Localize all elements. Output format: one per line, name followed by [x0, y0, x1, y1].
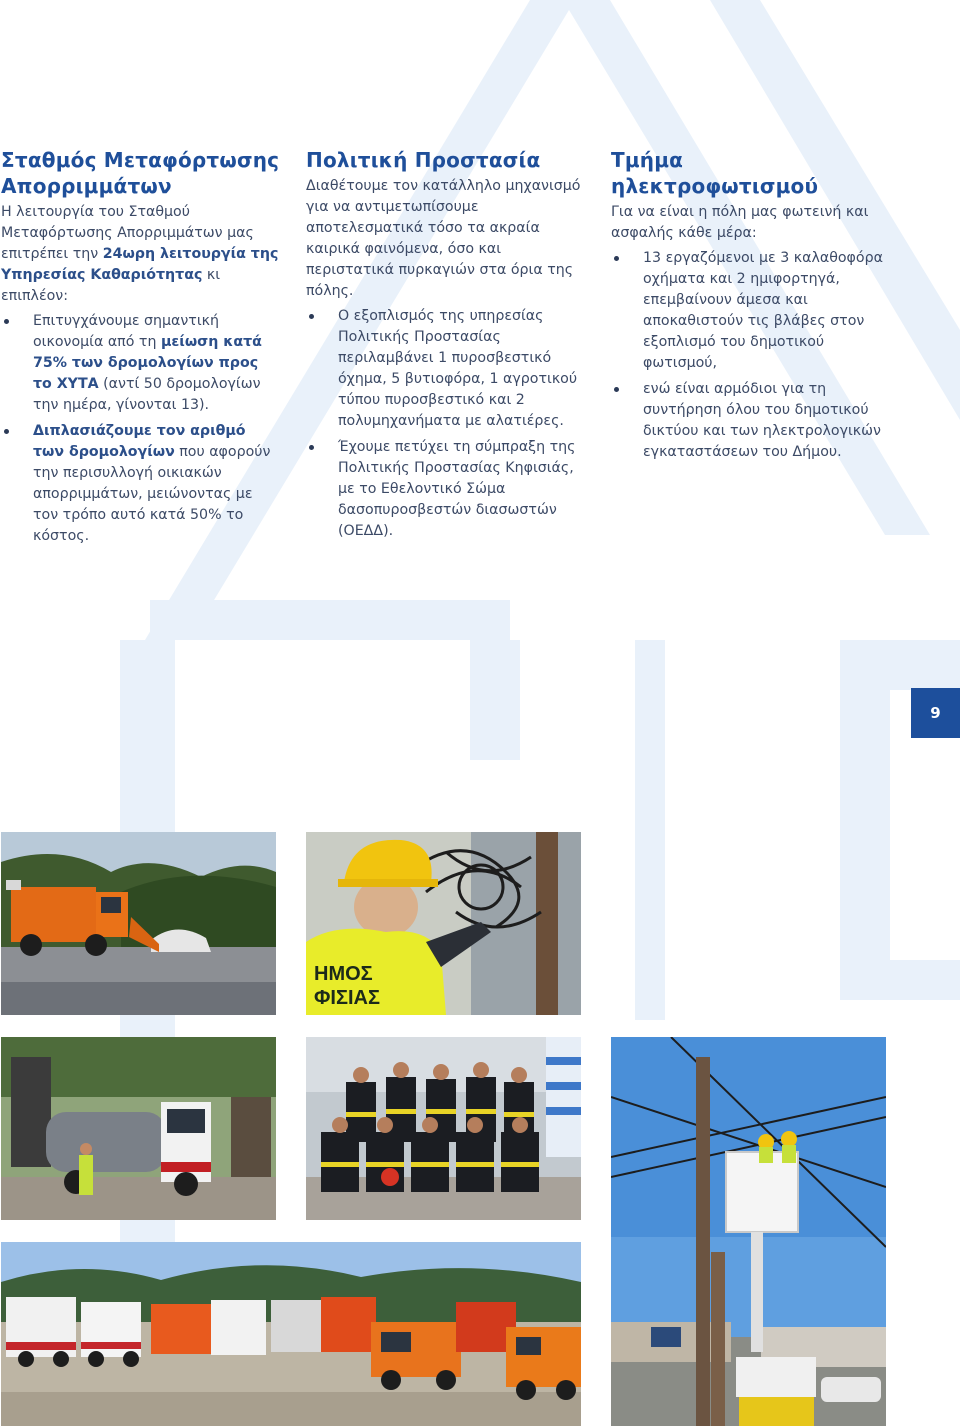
page-number: 9	[930, 704, 941, 722]
vehicle-fleet-photo	[1, 1242, 581, 1426]
bullet-item: ενώ είναι αρμόδιοι για τη συντήρηση όλου του δημοτικού δικτύου και των ηλεκτρολογικών εγκαταστάσεων του Δήμου.	[611, 379, 891, 463]
vest-text-line-1: ΗΜΟΣ	[314, 963, 373, 985]
section-intro: Διαθέτουμε τον κατάλληλο μηχανισμό για να αντιμετωπίσουμε αποτελεσματικά τόσο τα ακραία καιρικά φαινόμενα, όσο και περιστατικά πυρκαγιών στα όρια της πόλης.	[306, 178, 581, 299]
waste-transfer-station-section	[1, 147, 281, 552]
section-title: Πολιτική Προστασία	[306, 148, 541, 172]
civil-protection-section	[306, 147, 586, 547]
bullet-list	[306, 306, 586, 542]
firefighters-group-photo	[306, 1037, 581, 1220]
bullet-item: Επιτυγχάνουμε σημαντική οικονομία από τη μείωση κατά 75% των δρομολογίων προς το ΧΥΤΑ (αντί 50 δρομολογίων την ημέρα, γίνονται 13).	[1, 311, 281, 416]
snow-plow-truck-photo	[1, 832, 276, 1015]
garbage-truck-photo	[1, 1037, 276, 1220]
lighting-worker-photo	[306, 832, 581, 1015]
vest-text-line-2: ΦΙΣΙΑΣ	[314, 987, 380, 1009]
page-number-badge	[911, 688, 960, 738]
bullet-list	[1, 311, 281, 547]
street-lighting-section	[611, 147, 891, 468]
section-title: Τμήμα ηλεκτροφωτισμού	[611, 148, 819, 198]
bullet-item: Έχουμε πετύχει τη σύμπραξη της Πολιτικής Προστασίας Κηφισιάς, με το Εθελοντικό Σώμα δασοπυροσβεστών διασωστών (ΟΕΔΔ).	[306, 437, 586, 542]
bullet-item: Ο εξοπλισμός της υπηρεσίας Πολιτικής Προστασίας περιλαμβάνει 1 πυροσβεστικό όχημα, 5 βυτιοφόρα, 1 αγροτικού τύπου πυροσβεστικό και 2 πολυμηχανήματα με αλατιέρες.	[306, 306, 586, 432]
section-title: Σταθμός Μεταφόρτωσης Απορριμμάτων	[1, 148, 280, 198]
bullet-item: 13 εργαζόμενοι με 3 καλαθοφόρα οχήματα και 2 ημιφορτηγά, επεμβαίνουν άμεσα και αποκαθιστούν τις βλάβες στον εξοπλισμό του δημοτικού φωτισμού,	[611, 248, 891, 374]
section-intro: Για να είναι η πόλη μας φωτεινή και ασφαλής κάθε μέρα:	[611, 204, 869, 241]
bucket-truck-pole-photo	[611, 1037, 886, 1426]
bullet-item: Διπλασιάζουμε τον αριθμό των δρομολογίων που αφορούν την περισυλλογή οικιακών απορριμμάτων, μειώνοντας με τον τρόπο αυτό κατά 50% το κόστος.	[1, 421, 281, 547]
bullet-list	[611, 248, 891, 463]
section-intro: Η λειτουργία του Σταθμού Μεταφόρτωσης Απορριμμάτων μας επιτρέπει την 24ωρη λειτουργία της Υπηρεσίας Καθαριότητας κι επιπλέον:	[1, 204, 279, 304]
